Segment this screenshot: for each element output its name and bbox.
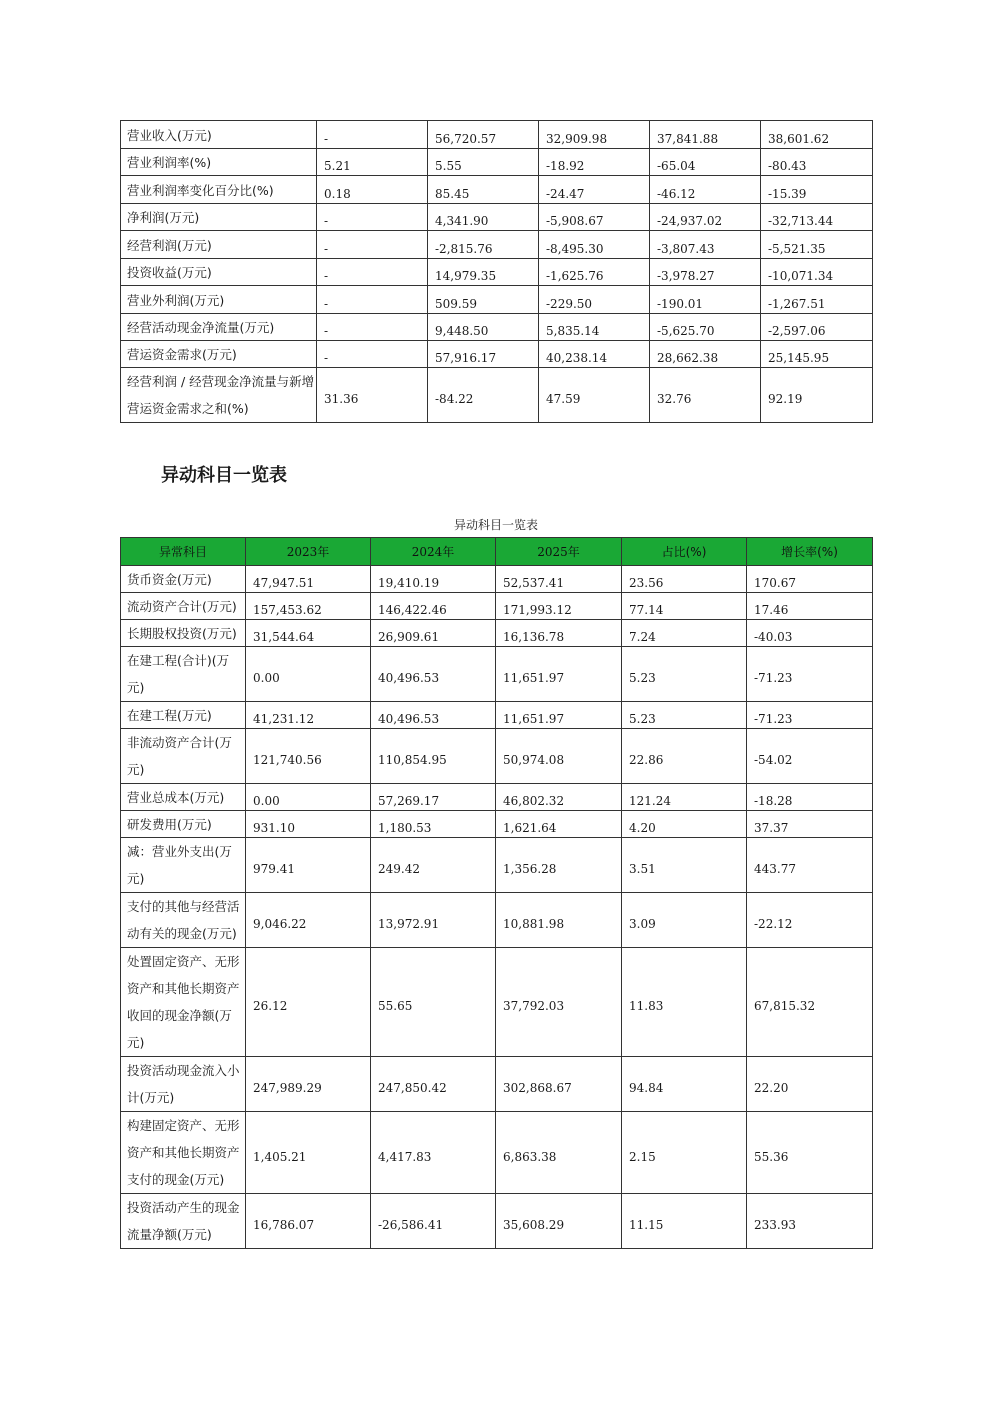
cell-value: 11,651.97 [496,647,622,702]
row-label: 流动资产合计(万元) [121,593,246,620]
row-label: 研发费用(万元) [121,811,246,838]
cell-value: 9,046.22 [246,893,371,948]
cell-value: -22.12 [747,893,873,948]
cell-value: -40.03 [747,620,873,647]
cell-value: 41,231.12 [246,702,371,729]
row-label: 减：营业外支出(万元) [121,838,246,893]
cell-value: -5,521.35 [761,231,873,259]
cell-value: -54.02 [747,729,873,784]
table-row [121,149,873,176]
cell-value: 146,422.46 [371,593,496,620]
cell-value: 19,410.19 [371,566,496,593]
cell-value: 5,835.14 [539,314,650,341]
cell-value: 55.36 [747,1112,873,1194]
section-title: 异动科目一览表 [161,465,287,486]
cell-value: 9,448.50 [428,314,539,341]
cell-value: - [317,121,428,149]
table-row [121,593,873,620]
row-label: 营运资金需求(万元) [121,341,317,368]
row-label: 支付的其他与经营活动有关的现金(万元) [121,893,246,948]
table-row [121,566,873,593]
cell-value: 50,974.08 [496,729,622,784]
cell-value: 13,972.91 [371,893,496,948]
cell-value: - [317,204,428,231]
cell-value: 32,909.98 [539,121,650,149]
cell-value: - [317,286,428,314]
cell-value: 37,792.03 [496,948,622,1057]
table-row [121,286,873,314]
cell-value: 85.45 [428,176,539,204]
cell-value: 4,341.90 [428,204,539,231]
cell-value: 40,496.53 [371,702,496,729]
row-label: 经营利润 / 经营现金净流量与新增营运资金需求之和(%) [121,368,317,423]
cell-value: -2,597.06 [761,314,873,341]
cell-value: -32,713.44 [761,204,873,231]
table-row [121,1112,873,1194]
cell-value: -65.04 [650,149,761,176]
cell-value: -3,978.27 [650,259,761,286]
table-row [121,1194,873,1249]
cell-value: -2,815.76 [428,231,539,259]
cell-value: 121.24 [622,784,747,811]
cell-value: 26.12 [246,948,371,1057]
cell-value: 2.15 [622,1112,747,1194]
table-row [121,729,873,784]
header-share: 占比(%) [622,538,747,566]
cell-value: 11.15 [622,1194,747,1249]
cell-value: 37.37 [747,811,873,838]
table-row [121,811,873,838]
table-row [121,121,873,149]
cell-value: 22.20 [747,1057,873,1112]
cell-value: - [317,341,428,368]
cell-value: 3.51 [622,838,747,893]
cell-value: 247,850.42 [371,1057,496,1112]
cell-value: -24,937.02 [650,204,761,231]
cell-value: 22.86 [622,729,747,784]
row-label: 净利润(万元) [121,204,317,231]
cell-value: 16,136.78 [496,620,622,647]
row-label: 处置固定资产、无形资产和其他长期资产收回的现金净额(万元) [121,948,246,1057]
table-row [121,784,873,811]
cell-value: 57,269.17 [371,784,496,811]
cell-value: -26,586.41 [371,1194,496,1249]
row-label: 在建工程(合计)(万元) [121,647,246,702]
row-label: 投资收益(万元) [121,259,317,286]
row-label: 营业利润率变化百分比(%) [121,176,317,204]
header-item: 异常科目 [121,538,246,566]
cell-value: 5.23 [622,647,747,702]
cell-value: 46,802.32 [496,784,622,811]
row-label: 非流动资产合计(万元) [121,729,246,784]
row-label: 投资活动现金流入小计(万元) [121,1057,246,1112]
cell-value: -229.50 [539,286,650,314]
cell-value: 170.67 [747,566,873,593]
table-row [121,368,873,423]
cell-value: 11.83 [622,948,747,1057]
cell-value: -18.92 [539,149,650,176]
cell-value: 157,453.62 [246,593,371,620]
cell-value: -1,267.51 [761,286,873,314]
cell-value: 14,979.35 [428,259,539,286]
cell-value: 47,947.51 [246,566,371,593]
cell-value: 52,537.41 [496,566,622,593]
row-label: 营业收入(万元) [121,121,317,149]
table-header-row [121,538,873,566]
cell-value: 1,405.21 [246,1112,371,1194]
cell-value: -18.28 [747,784,873,811]
cell-value: 94.84 [622,1057,747,1112]
cell-value: 28,662.38 [650,341,761,368]
table-row [121,231,873,259]
cell-value: 38,601.62 [761,121,873,149]
row-label: 经营活动现金净流量(万元) [121,314,317,341]
table-row [121,259,873,286]
cell-value: 7.24 [622,620,747,647]
cell-value: 1,180.53 [371,811,496,838]
row-label: 货币资金(万元) [121,566,246,593]
cell-value: 47.59 [539,368,650,423]
cell-value: -1,625.76 [539,259,650,286]
cell-value: 4,417.83 [371,1112,496,1194]
cell-value: 443.77 [747,838,873,893]
table-row [121,176,873,204]
cell-value: 6,863.38 [496,1112,622,1194]
cell-value: 92.19 [761,368,873,423]
cell-value: -190.01 [650,286,761,314]
row-label: 营业利润率(%) [121,149,317,176]
cell-value: 247,989.29 [246,1057,371,1112]
cell-value: 5.23 [622,702,747,729]
cell-value: - [317,259,428,286]
cell-value: 17.46 [747,593,873,620]
cell-value: 5.21 [317,149,428,176]
cell-value: -10,071.34 [761,259,873,286]
cell-value: 302,868.67 [496,1057,622,1112]
cell-value: 31.36 [317,368,428,423]
cell-value: 55.65 [371,948,496,1057]
row-label: 投资活动产生的现金流量净额(万元) [121,1194,246,1249]
table-row [121,893,873,948]
row-label: 构建固定资产、无形资产和其他长期资产支付的现金(万元) [121,1112,246,1194]
cell-value: 77.14 [622,593,747,620]
cell-value: -80.43 [761,149,873,176]
cell-value: 4.20 [622,811,747,838]
cell-value: 32.76 [650,368,761,423]
cell-value: 1,621.64 [496,811,622,838]
cell-value: 1,356.28 [496,838,622,893]
cell-value: -5,908.67 [539,204,650,231]
cell-value: 233.93 [747,1194,873,1249]
row-label: 在建工程(万元) [121,702,246,729]
table-row [121,647,873,702]
cell-value: 3.09 [622,893,747,948]
header-2025: 2025年 [496,538,622,566]
cell-value: 10,881.98 [496,893,622,948]
table-row [121,204,873,231]
table-row [121,620,873,647]
row-label: 营业外利润(万元) [121,286,317,314]
cell-value: -3,807.43 [650,231,761,259]
row-label: 经营利润(万元) [121,231,317,259]
cell-value: -8,495.30 [539,231,650,259]
table-row [121,341,873,368]
cell-value: 37,841.88 [650,121,761,149]
cell-value: 121,740.56 [246,729,371,784]
cell-value: 56,720.57 [428,121,539,149]
cell-value: 171,993.12 [496,593,622,620]
cell-value: - [317,231,428,259]
table-caption: 异动科目一览表 [453,518,538,532]
header-2024: 2024年 [371,538,496,566]
cell-value: 0.18 [317,176,428,204]
table-row [121,314,873,341]
cell-value: 16,786.07 [246,1194,371,1249]
table-row [121,838,873,893]
financial-metrics-table [120,120,873,423]
cell-value: 110,854.95 [371,729,496,784]
cell-value: 40,496.53 [371,647,496,702]
cell-value: 25,145.95 [761,341,873,368]
cell-value: -46.12 [650,176,761,204]
cell-value: 57,916.17 [428,341,539,368]
cell-value: 249.42 [371,838,496,893]
cell-value: 23.56 [622,566,747,593]
cell-value: 0.00 [246,647,371,702]
cell-value: 35,608.29 [496,1194,622,1249]
header-2023: 2023年 [246,538,371,566]
row-label: 营业总成本(万元) [121,784,246,811]
row-label: 长期股权投资(万元) [121,620,246,647]
cell-value: 509.59 [428,286,539,314]
table-row [121,702,873,729]
abnormal-items-table [120,537,873,1249]
cell-value: -24.47 [539,176,650,204]
cell-value: 31,544.64 [246,620,371,647]
cell-value: 11,651.97 [496,702,622,729]
cell-value: -84.22 [428,368,539,423]
cell-value: -15.39 [761,176,873,204]
cell-value: - [317,314,428,341]
cell-value: 979.41 [246,838,371,893]
cell-value: 0.00 [246,784,371,811]
cell-value: 26,909.61 [371,620,496,647]
cell-value: 931.10 [246,811,371,838]
cell-value: 5.55 [428,149,539,176]
cell-value: 40,238.14 [539,341,650,368]
cell-value: -71.23 [747,702,873,729]
cell-value: -71.23 [747,647,873,702]
table-row [121,948,873,1057]
header-growth: 增长率(%) [747,538,873,566]
cell-value: 67,815.32 [747,948,873,1057]
table-row [121,1057,873,1112]
cell-value: -5,625.70 [650,314,761,341]
